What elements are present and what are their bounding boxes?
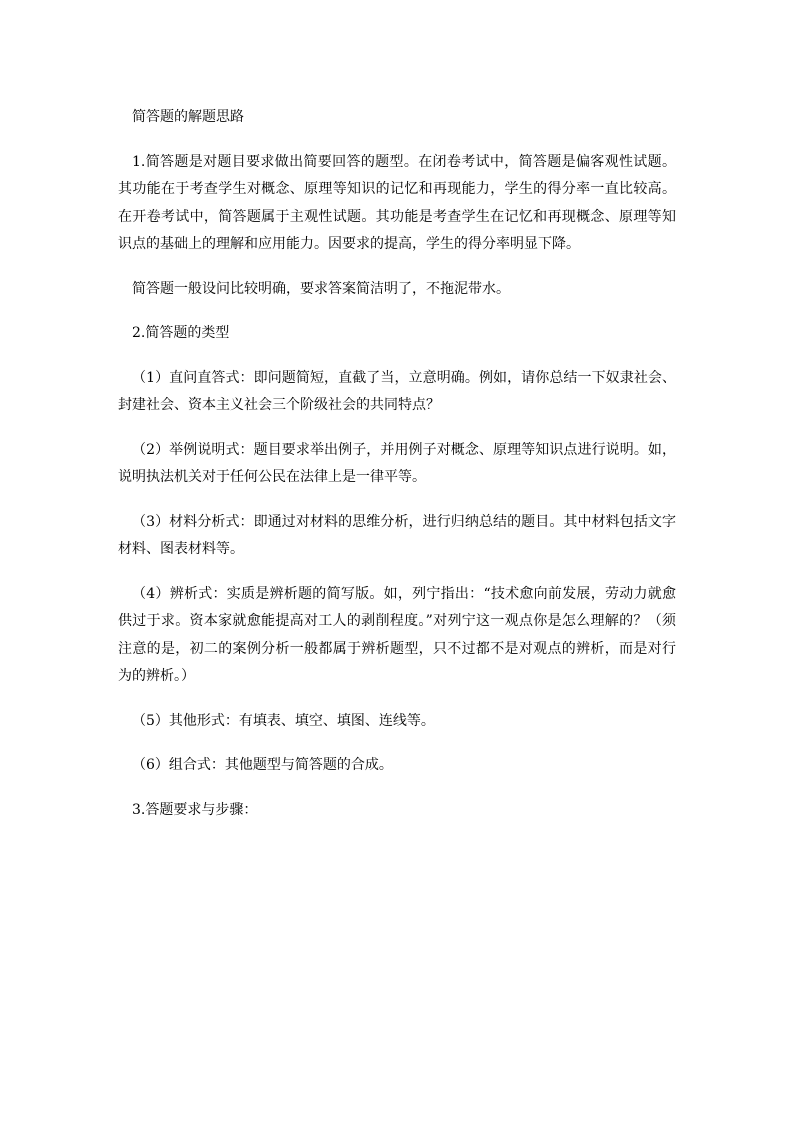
type-item-discrimination: （4）辨析式：实质是辨析题的简写版。如，列宁指出：“技术愈向前发展，劳动力就愈供过于求。资本家就愈能提高对工人的剥削程度。”对列宁这一观点你是怎么理解的？（须注意的是，初二的案例分析一般都属于辨析题型，只不过都不是对观点的辨析，而是对行为的辨析。） bbox=[118, 585, 676, 684]
type-item-material: （3）材料分析式：即通过对材料的思维分析，进行归纳总结的题目。其中材料包括文字材料、图表材料等。 bbox=[118, 513, 676, 557]
type-item-combined: （6）组合式：其他题型与简答题的合成。 bbox=[132, 757, 393, 773]
type-item-example: （2）举例说明式：题目要求举出例子，并用例子对概念、原理等知识点进行说明。如，说明执法机关对于任何公民在法律上是一律平等。 bbox=[118, 441, 676, 485]
type-item-other: （5）其他形式：有填表、填空、填图、连线等。 bbox=[132, 712, 435, 729]
paragraph-summary: 简答题一般设问比较明确，要求答案简洁明了，不拖泥带水。 bbox=[132, 280, 510, 297]
paragraph-definition: 1.简答题是对题目要求做出简要回答的题型。在闭卷考试中，简答题是偏客观性试题。其功能在于考查学生对概念、原理等知识的记忆和再现能力，学生的得分率一直比较高。在开卷考试中，简答题属于主观性试题。其功能是考查学生在记忆和再现概念、原理等知识点的基础上的理解和应用能力。因要求的提高，学生的得分率明显下降。 bbox=[118, 153, 676, 252]
section-heading-approach: 简答题的解题思路 bbox=[132, 109, 244, 125]
section-heading-steps: 3.答题要求与步骤： bbox=[132, 801, 258, 818]
section-heading-types: 2.简答题的类型 bbox=[132, 325, 230, 341]
type-item-direct: （1）直问直答式：即问题简短，直截了当，立意明确。例如，请你总结一下奴隶社会、封建社会、资本主义社会三个阶级社会的共同特点？ bbox=[118, 369, 676, 413]
